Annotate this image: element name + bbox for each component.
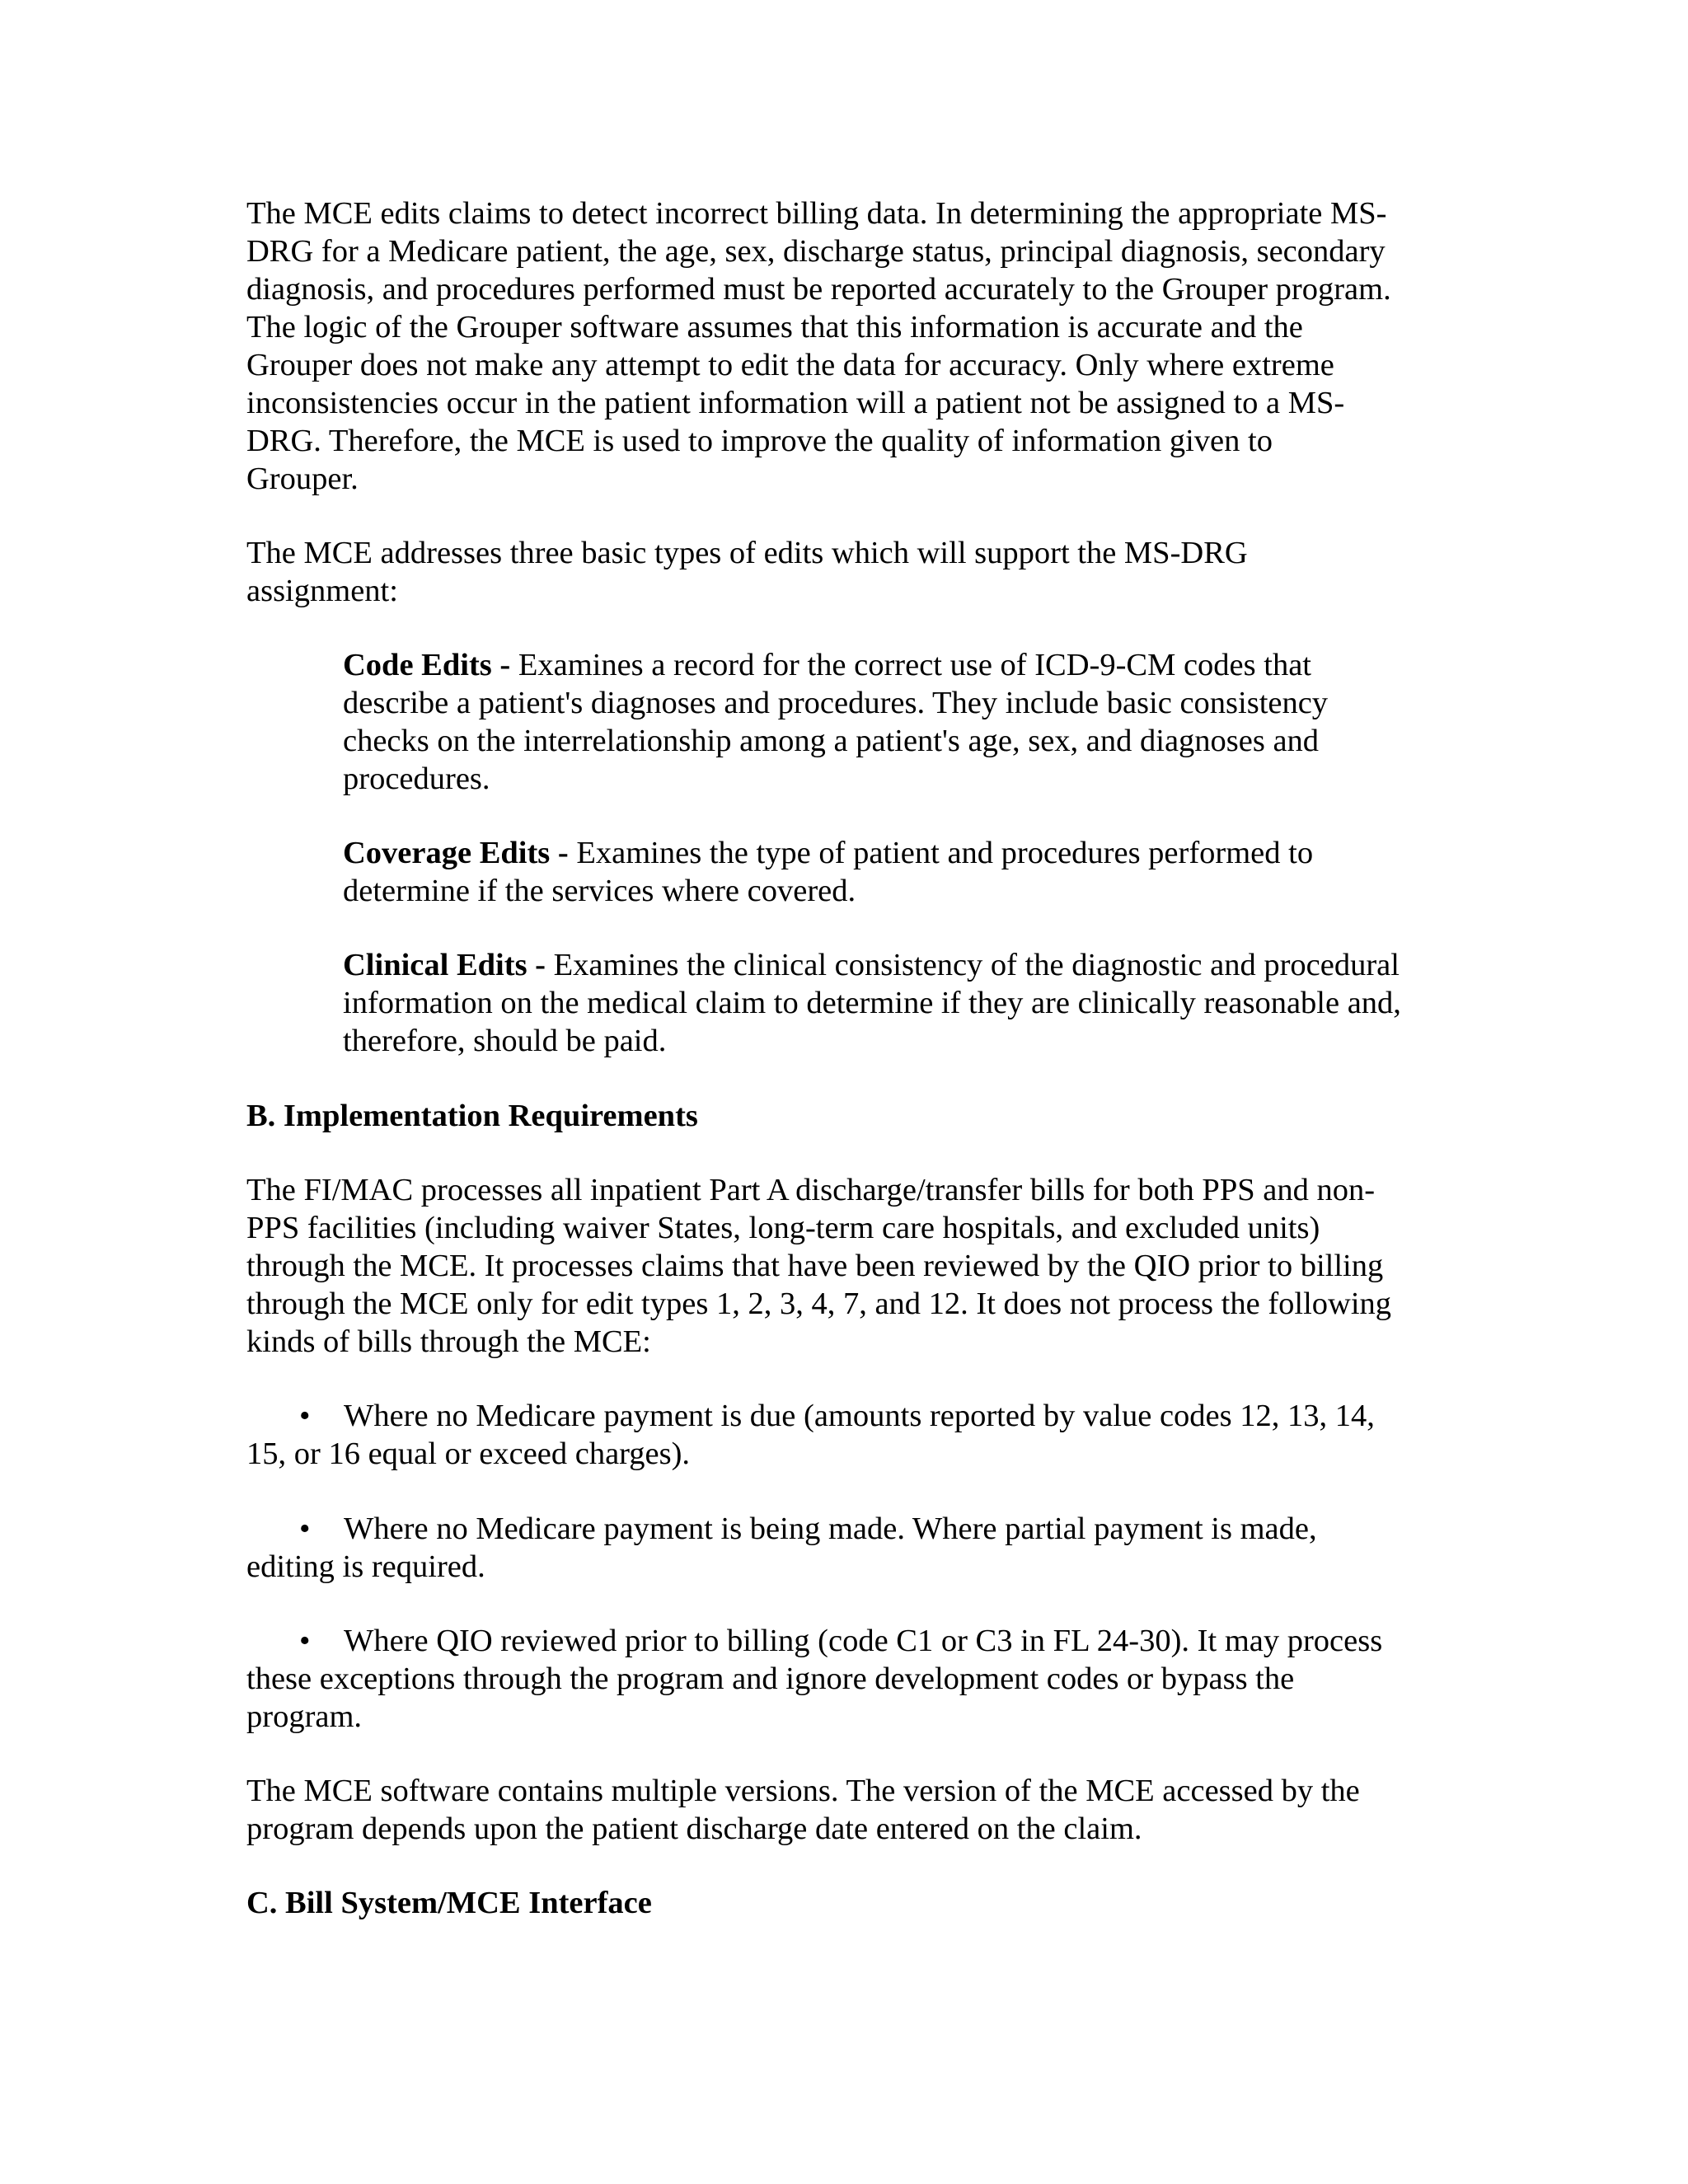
coverage-edits-description: Examines the type of patient and procedures performed to determine if the services where covered. <box>343 836 1314 908</box>
bullet-item <box>246 1510 1450 1586</box>
code-edits-description: Examines a record for the correct use of ICD-9-CM codes that describe a patient's diagnoses and procedures. They include basic consistency checks on the interrelationship among a patient's age, sex, and diagnoses and procedures. <box>343 648 1329 796</box>
bullet-first-line: Where QIO reviewed prior to billing (code C1 or C3 in FL 24-30). It may process <box>344 1624 1383 1658</box>
clinical-edits-item <box>343 946 1447 1060</box>
bullet-icon: • <box>299 1399 311 1433</box>
bullet-continuation: editing is required. <box>246 1549 485 1584</box>
intro-paragraph: The MCE edits claims to detect incorrect billing data. In determining the appropriate MS- DRG for a Medicare patient, the age, sex, discharge status, principal diagnosis, secondary diagnosis, and procedures performed must be reported accurately to the Grouper program. The logic of the Grouper software assumes that this information is accurate and the Grouper does not make any attempt to edit the data for accuracy. Only where extreme inconsistencies occur in the patient information will a patient not be assigned to a MS- DRG. Therefore, the MCE is used to improve the quality of information given to Grouper. <box>246 196 1391 496</box>
bullet-item <box>246 1622 1450 1736</box>
bullet-icon: • <box>299 1624 311 1658</box>
versions-paragraph: The MCE software contains multiple versions. The version of the MCE accessed by the program depends upon the patient discharge date entered on the claim. <box>246 1774 1360 1846</box>
code-edits-term: Code Edits - <box>343 648 511 682</box>
bullet-icon: • <box>299 1511 311 1546</box>
bullet-continuation: 15, or 16 equal or exceed charges). <box>246 1436 691 1471</box>
section-c-heading: C. Bill System/MCE Interface <box>246 1886 652 1920</box>
clinical-edits-description: Examines the clinical consistency of the diagnostic and procedural information on the medical claim to determine if they are clinically reasonable and, therefore, should be paid. <box>343 948 1401 1058</box>
bullet-first-line: Where no Medicare payment is being made. Where partial payment is made, <box>344 1511 1317 1546</box>
bullet-continuation: these exceptions through the program and ignore development codes or bypass the program. <box>246 1661 1295 1734</box>
section-b-paragraph: The FI/MAC processes all inpatient Part A discharge/transfer bills for both PPS and non- PPS facilities (including waiver States, long-term care hospitals, and excluded units) through the MCE. It processes claims that have been reviewed by the QIO prior to billing through the MCE only for edit types 1, 2, 3, 4, 7, and 12. It does not process the following kinds of bills through the MCE: <box>246 1173 1392 1359</box>
code-edits-item <box>343 646 1447 798</box>
bullet-item <box>246 1397 1450 1473</box>
coverage-edits-term: Coverage Edits - <box>343 836 569 870</box>
clinical-edits-term: Clinical Edits - <box>343 948 546 982</box>
edit-types-intro: The MCE addresses three basic types of edits which will support the MS-DRG assignment: <box>246 536 1248 608</box>
coverage-edits-item <box>343 834 1447 910</box>
bullet-first-line: Where no Medicare payment is due (amounts reported by value codes 12, 13, 14, <box>344 1399 1375 1433</box>
section-b-heading: B. Implementation Requirements <box>246 1099 698 1133</box>
